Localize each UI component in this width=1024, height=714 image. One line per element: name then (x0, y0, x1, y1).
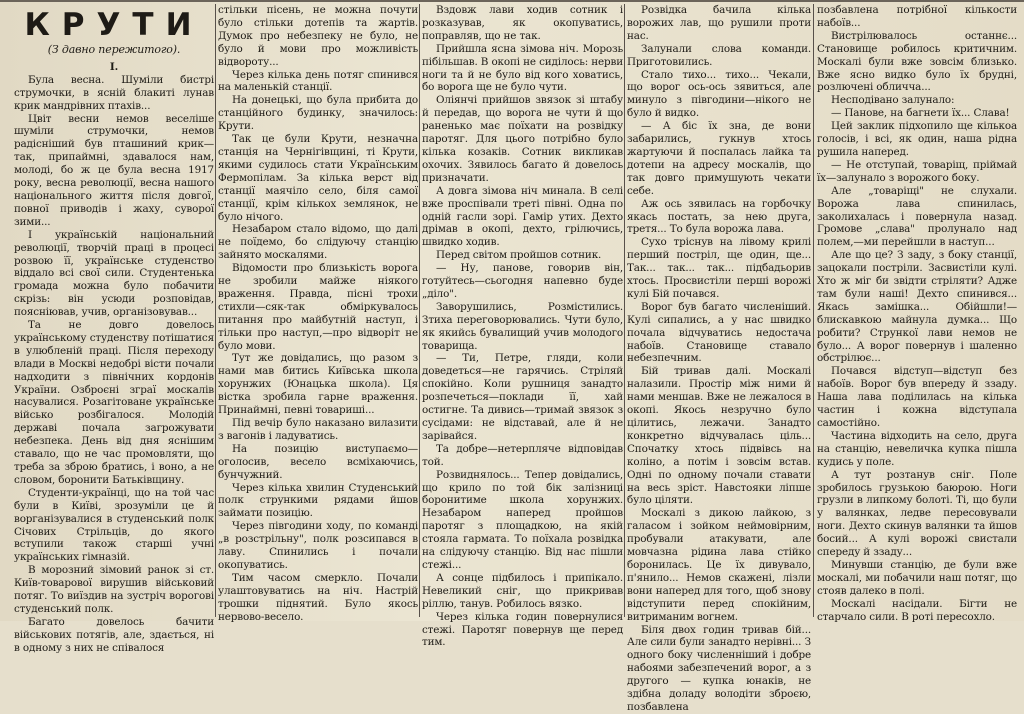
paragraph: Розвиднялось... Тепер довідались, що крило по той бік залізниці боронитиме школа хорунжих. Незабаром наперед пройшов паротяг з площадкою, на якій стояла гармата. То поїхала розвідка на слідуючу станцію. Від нас пішли стежі... (422, 468, 623, 571)
paragraph: Москалі насідали. Бігти не старчало сили. В роті пересохло. (817, 597, 1017, 623)
paragraph: Вздовж лави ходив сотник і розказував, як окопуватись, поправляв, що не так. (422, 4, 623, 42)
column-divider (624, 4, 625, 617)
paragraph: Через кілька годин повернулися стежі. Паротяг повернув ще перед тим. (422, 610, 623, 649)
paragraph: Оліянчі прийшов звязок зі штабу й передав, що ворога не чути й що раненько має поїхати на розвідку паротяг. Для цього потрібно було кілька козаків. Сотник викликав охочих. Зявилось багато й довелось призначати. (422, 94, 623, 184)
paragraph: Студенти-українці, що на той час були в Київі, зрозуміли це й ворганізувалися в студенський полк Січових Стрільців, до якого вступили також старші учні українських гімназій. (14, 486, 214, 564)
paragraph: Почався відступ—відступ без набоїв. Ворог був впереду й ззаду. Наша лава поділилась на кілька частин і кожна відступала самостійно. (817, 365, 1017, 429)
paragraph: Аж ось зявилась на горбочку якась постать, за нею друга, третя... То була ворожа лава. (627, 197, 811, 236)
paragraph: Ворог був багато численіший. Кулі сипались, а у нас швидко почала відчуватись недостача набоїв. Становище ставало небезпечним. (627, 300, 811, 365)
paragraph: Була весна. Шуміли бистрі струмочки, в ясній блакиті лунав крик мандрівних птахів... (14, 73, 214, 112)
column-3 (422, 4, 623, 649)
paragraph: Сухо тріснув на лівому крилі перший постріл, ще один, ще... Так... так... так... підбадьорив хтось. Просвистіли перші ворожі кулі Бій почався. (627, 236, 811, 300)
paragraph: А сонце підбилось і припікало. Невеликий сніг, що прикривав ріллю, танув. Робилось вязко. (422, 571, 623, 610)
paragraph: А тут розтанув сніг. Поле зробилось грузькою баюрою. Ноги грузли в липкому болоті. Ті, що були у валянках, ледве пересовували ноги. Дехто скинув валянки та йшов босий... А кулі ворожі свистали спереду й ззаду... (817, 468, 1017, 559)
paragraph: В морозний зімовий ранок зі ст. Київ-товарової вирушив військовий потяг. То виїздив на зустріч ворогові студенський полк. (14, 564, 214, 615)
paragraph: Цвіт весни немов веселіше шуміли струмочки, немов радісніший був пташиний крик—так, припаймні, здавалося нам, молоді, бо ж це була весна 1917 року, весна революції, весна нашого національного життя після довгої, повної приводів і жаху, суворої зими... (14, 112, 214, 228)
paragraph: — А біс їх зна, де вони забарились, гукнув хтось жартуючи й поспалась лайка та дотепи на адресу москалів, що так довго примушують чекати себе. (627, 120, 811, 197)
paragraph: На позицію виступаємо—оголосив, весело всміхаючись, бунчужний. (218, 442, 418, 481)
paragraph: Вистрілювалось останнє... Становище робилось критичним. Москалі були вже зовсім близько. Вже ясно видко було їх брудні, розлючені обличча... (817, 29, 1017, 94)
paragraph: Незабаром стало відомо, що далі не поїдемо, бо слідуючу станцію зайнято москалями. (218, 223, 418, 262)
paragraph: Під вечір було наказано вилазити з вагонів і ладуватись. (218, 417, 418, 442)
paragraph: Та не довго довелось українському студенству потішатися в улюбленій праці. Після переходу влади в Москві недобрі вісти почали надходити з північних кордонів України. Озброєні зграї москалів насувалися. Розагітоване українське військо розбігалося. Молодій державі почала загрожувати небезпека. День від дня яснішим ставало, що не час промовляти, що треба за зброю братись, і воно, а не словом, боронити Батьківщину. (14, 319, 214, 486)
section-number: I. (109, 60, 119, 73)
paragraph: Біля двох годин тривав бій... Але сили були занадто нерівні... З одного боку численніший і добре набоями забезпечений ворог, а з другого — купка юнаків, не здібна доладу володіти зброєю, позбавлена (627, 623, 811, 713)
paragraph: Москалі з дикою лайкою, з галасом і зойком неймовірним, пробували атакувати, але мовчазна рідина лава стійко боронилась. Це їх дивувало, п'янило... Немов скажені, лізли вони наперед для того, щоб знову відступити перед спокійним, витриманим вогнем. (627, 507, 811, 623)
paragraph: Багато довелось бачити військових потягів, але, здається, ні в одному з них не співалося (14, 615, 214, 654)
paragraph: І українській національний революції, творчій праці в процесі розвою її, українське студенство віддало всі свої сили. Студентенька громада можна було побачити скрізь: він усюди розповідав, поясніював, учив, організовував... (14, 228, 214, 319)
paragraph: Частина відходить на село, друга на станцію, невеличка купка пішла кудись у поле. (817, 429, 1017, 468)
paragraph: — Ти, Петре, гляди, коли доведеться—не гарячись. Стріляй спокійно. Коли рушниця занадто розпечеться—поклади її, хай остигне. Та дивись—тримай звязок з сусідами: не відставай, але й не зарівайся. (422, 352, 623, 442)
paragraph: — Панове, на багнети їх... Слава! (831, 107, 1010, 120)
column-2 (218, 4, 418, 621)
paragraph: Минувши станцію, де були вже москалі, ми побачили наш потяг, що стояв далеко в полі. (817, 558, 1017, 597)
top-border-rule (0, 0, 1024, 2)
article-title: КРУТИ (24, 7, 204, 43)
paragraph: Відомости про близькість ворога не зробили майже ніякого враження. Правда, пісні трохи стихли—сяк-так обміркувалось питання про майбутній наступ, і тільки про наступ,—про відворіт не було мови. (218, 262, 418, 352)
paragraph: Заворушились, Розмістились. Зтиха переговорювались. Чути було, як якийсь бувалищий учив молодого товарища. (422, 300, 623, 352)
paragraph: А довга зімова ніч минала. В селі вже проспівали треті півні. Одна по одній гасли зорі. Гамір утих. Дехто дрімав в окопі, дехто, грілючись, швидко ходив. (422, 184, 623, 249)
column-divider (419, 4, 420, 617)
column-divider (215, 4, 216, 617)
paragraph: Тим часом смеркло. Почали улаштовуватись на ніч. Настрій трошки піднятий. Було якось нервово-весело. (218, 571, 418, 623)
article-subtitle: (З давно пережитого). (47, 43, 181, 56)
paragraph: Залунали слова команди. Приготовились. (627, 42, 811, 68)
paragraph: — Ну, панове, говорив він, готуйтесь—сьогодня напевно буде „діло". (422, 262, 623, 300)
paragraph: Так це були Крути, незначна станція на Чернігівщині, ті Крути, якими судилось стати Українським Фермопілам. За кілька верст від станції маячіло село, біля самої станції, крім кількох землянок, не було нічого. (218, 133, 418, 223)
paragraph: На донецькі, що була прибита до станційного будинку, значилось: Крути. (218, 94, 418, 133)
paragraph: стільки пісень, не можна почути було стільки дотепів та жартів. Думок про небезпеку не було, не було й мови про можливість відвороту... (218, 4, 418, 68)
paragraph: Перед світом пройшов сотник. (436, 249, 602, 262)
paragraph: Але „товаріщі" не слухали. Ворожа лава спинилась, заколихалась і повернула назад. Громове „слава" пролунало над полем,—ми перейшли в наступ... (817, 184, 1017, 249)
paragraph: Несподівано залунало: (831, 94, 955, 107)
column-4 (627, 4, 811, 713)
paragraph: Прийшла ясна зімова ніч. Морозь пібільшав. В окопі не сиділось: нерви ноги та й не було від кого ховатись, бо ворога ще не було чути. (422, 42, 623, 94)
paragraph: — Не отступай, товаріщ, пріймай їх—залунало з ворожого боку. (817, 158, 1017, 184)
paragraph: Бій тривав далі. Москалі налазили. Простір між ними й нами меншав. Вже не лежалося в окопі. Якось незручно було цілитись, лежачи. Занадто конкретно відчувалась ціль... Спочатку хтось підвівсь на коліно, а потім і зовсім встав. Одні по одному почали ставати на весь зріст. Навстояки ліпше було ціляти. (627, 365, 811, 507)
column-divider (813, 4, 814, 617)
paragraph: Тут же довідались, що разом з нами мав битись Київська школа хорунжих (Юнацька школа). Ця вістка зробила гарне враження. Принаймні, певні товариші... (218, 352, 418, 417)
paragraph: Через кілька хвилин Студенський полк стрункими рядами йшов займати позицію. (218, 481, 418, 520)
paragraph: позбавлена потрібної кількости набоїв... (817, 4, 1017, 29)
paragraph: Та добре—нетерпляче відповідав той. (422, 442, 623, 468)
paragraph: Але що це? З заду, з боку станції, зацокали постріли. Засвистіли кулі. Хто ж міг би звідти стріляти? Адже там були наші! Дехто спинився... Якась замішка... Обійшли!—блискавкою майнула думка... Що робити? Стрункої лави немов не було... А ворог повернув і шаленно обстрілює... (817, 249, 1017, 365)
paragraph: Цей заклик підхопило ще кількоа голосів, і всі, як один, наша рідна рушила наперед. (817, 120, 1017, 158)
paragraph: Розвідка бачила кілька ворожих лав, що рушили проти нас. (627, 4, 811, 42)
paragraph: Стало тихо... тихо... Чекали, що ворог ось-ось зявиться, але минуло з півгодини—нікого не було й видко. (627, 68, 811, 120)
column-1 (14, 4, 214, 654)
column-5 (817, 4, 1017, 621)
paragraph: Через кілька день потяг спинився на маленькій станції. (218, 68, 418, 94)
paragraph: Через півгодини ходу, по команді „в розстрільну", полк розсипався в лаву. Спинились і почали окопуватись. (218, 520, 418, 571)
